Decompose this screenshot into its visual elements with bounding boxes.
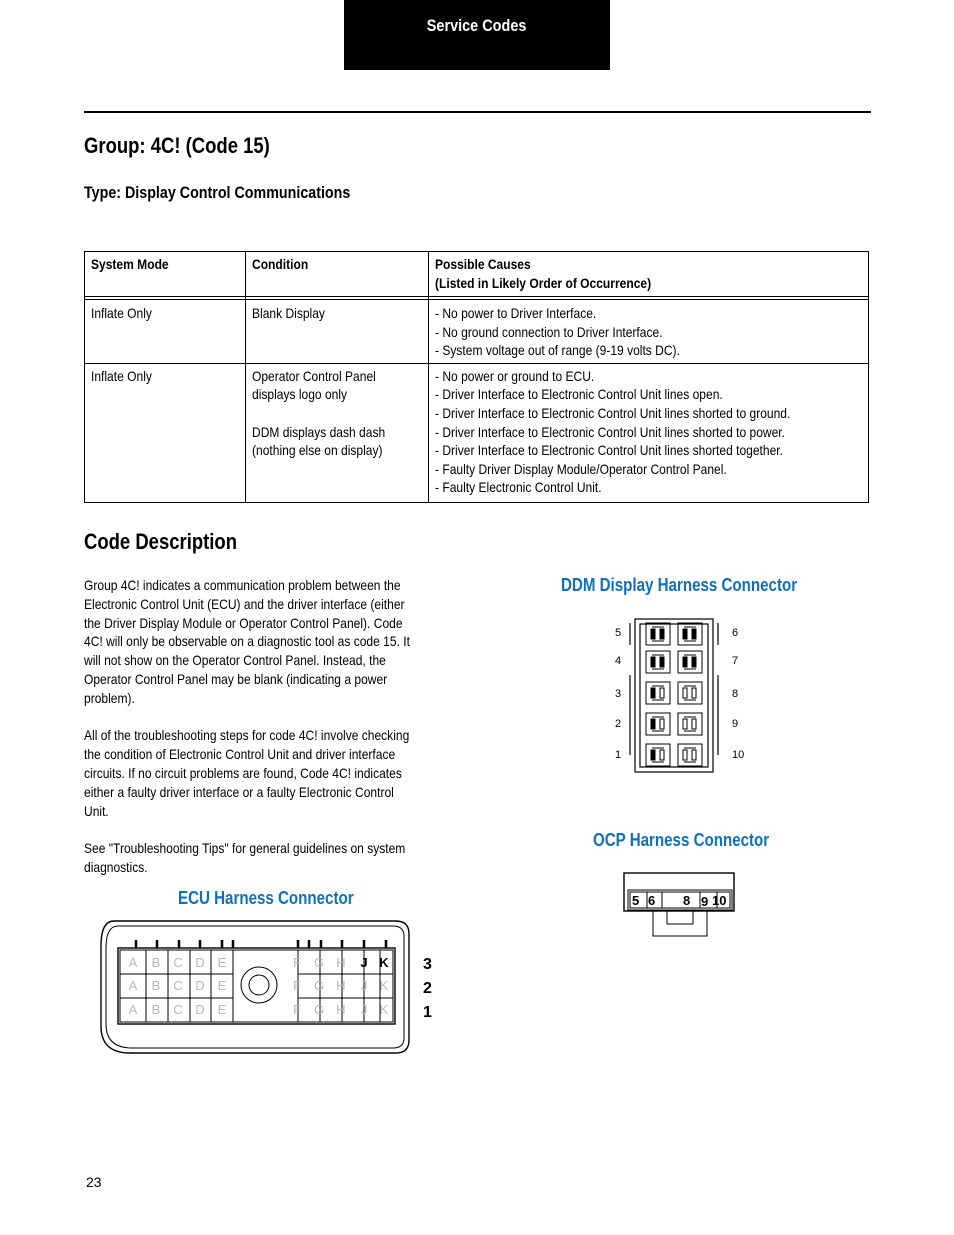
ddm-terminal-cavity — [678, 744, 702, 766]
group-heading: Group: 4C! (Code 15) — [84, 133, 270, 158]
ecu-cavity-letter: K — [379, 978, 389, 993]
ecu-cavity-letter: C — [173, 978, 183, 993]
ddm-pin-label: 8 — [732, 688, 739, 700]
ecu-cavity-letter: E — [217, 978, 227, 993]
ecu-cavity-letter: H — [336, 978, 346, 993]
page-number: 23 — [86, 1174, 102, 1190]
ecu-connector-title: ECU Harness Connector — [178, 888, 354, 908]
ecu-cavity-letter: D — [195, 955, 205, 970]
description-paragraph: Group 4C! indicates a communication problem between the Electronic Control Unit (ECU) and the driver interface (either the Driver Display Module or Operator Control Panel). Code 4C! will only be observable on a diagnostic tool as code 15. It will not show on the Operator Control Panel. Instead, the Operator Control Panel may be blank (indicating a power problem). — [84, 577, 410, 706]
cell-causes: - No power to Driver Interface. - No ground connection to Driver Interface. - System voltage out of range (9-19 volts DC). — [429, 300, 869, 364]
ecu-cavity-letter: F — [293, 1002, 301, 1017]
description-paragraph: All of the troubleshooting steps for code 4C! involve checking the condition of Electronic Control Unit and driver interface circuits. If no circuit problems are found, Code 4C! indicates either a faulty driver interface or a faulty Electronic Control Unit. — [84, 727, 410, 819]
ecu-cavity-letter: B — [151, 955, 161, 970]
table-header-row — [85, 252, 869, 297]
ecu-cavity-letter: F — [293, 955, 301, 970]
ddm-terminal-cavity — [646, 713, 670, 735]
ddm-connector-title: DDM Display Harness Connector — [561, 575, 798, 595]
ddm-pin-label: 3 — [615, 688, 622, 700]
ddm-terminal-cavity — [646, 744, 670, 766]
ddm-pin-label: 2 — [615, 718, 622, 730]
ddm-terminal-cavity — [646, 651, 670, 673]
ecu-cavity-letter: K — [379, 955, 389, 970]
ddm-connector-diagram — [600, 615, 760, 780]
ocp-connector-title: OCP Harness Connector — [593, 830, 770, 850]
header-system-mode: System Mode — [85, 252, 246, 297]
header-possible-causes: Possible Causes (Listed in Likely Order of Occurrence) — [429, 252, 869, 297]
cell-causes: - No power or ground to ECU. - Driver Interface to Electronic Control Unit lines open. - Driver Interface to Electronic Control Unit lines shorted to ground. - Driver Interface to Electronic Control Unit lines shorted to power. - Driver Interface to Electronic Control Unit lines shorted together. - Faulty Driver Display Module/Operator Control Panel. - Faulty Electronic Control Unit. — [429, 363, 869, 502]
code-description-body — [84, 576, 468, 896]
ddm-terminal-cavity — [646, 682, 670, 704]
header-condition: Condition — [246, 252, 429, 297]
header-rule — [84, 111, 871, 113]
table-row — [85, 300, 869, 364]
ecu-cavity-letter: B — [151, 978, 161, 993]
ecu-cavity-letter: F — [293, 978, 301, 993]
section-tab-label: Service Codes — [427, 16, 527, 35]
ecu-row-number: 1 — [423, 1004, 432, 1021]
ecu-cavity-letter: G — [313, 1002, 325, 1017]
table-row — [85, 363, 869, 502]
ddm-pin-label: 5 — [615, 627, 622, 639]
ddm-pin-label: 9 — [732, 718, 739, 730]
code-description-heading: Code Description — [84, 529, 237, 554]
ecu-cavity-letter: E — [217, 1002, 227, 1017]
ecu-cavity-letter: G — [313, 978, 325, 993]
ecu-cavity-letter: A — [128, 955, 138, 970]
ecu-cavity-letter: B — [151, 1002, 161, 1017]
ddm-terminal-cavity — [678, 713, 702, 735]
ecu-cavity-letter: D — [195, 1002, 205, 1017]
ecu-cavity-letter: D — [195, 978, 205, 993]
ddm-pin-label: 10 — [732, 749, 745, 761]
ocp-pin-label: 5 — [632, 893, 640, 908]
ecu-cavity-letter: A — [128, 1002, 138, 1017]
ddm-terminal-cavity — [678, 623, 702, 645]
ddm-terminal-cavity — [678, 682, 702, 704]
ecu-row-number: 3 — [423, 956, 432, 973]
ocp-connector-diagram — [615, 868, 745, 940]
ecu-cavity-letter: H — [336, 955, 346, 970]
cell-system-mode: Inflate Only — [85, 363, 246, 502]
cell-condition: Blank Display — [246, 300, 429, 364]
ddm-pin-label: 4 — [615, 655, 622, 667]
cell-condition: Operator Control Panel displays logo only DDM displays dash dash (nothing else on display) — [246, 363, 429, 502]
ocp-pin-label: 6 — [648, 893, 656, 908]
ddm-pin-label: 7 — [732, 655, 739, 667]
ecu-cavity-letter: J — [360, 1002, 368, 1017]
ocp-pin-label: 9 — [701, 894, 709, 909]
ecu-connector-diagram — [96, 916, 446, 1058]
cell-system-mode: Inflate Only — [85, 300, 246, 364]
ecu-row-number: 2 — [423, 980, 432, 997]
ddm-terminal-cavity — [678, 651, 702, 673]
ecu-cavity-letter: J — [360, 955, 368, 970]
ecu-cavity-letter: H — [336, 1002, 346, 1017]
section-tab — [344, 0, 610, 70]
description-paragraph: See "Troubleshooting Tips" for general guidelines on system diagnostics. — [84, 840, 406, 875]
ocp-pin-label: 8 — [683, 893, 691, 908]
ecu-cavity-letter: K — [379, 1002, 389, 1017]
ecu-cavity-letter: G — [313, 955, 325, 970]
ocp-pin-label: 10 — [712, 893, 727, 908]
type-heading: Type: Display Control Communications — [84, 183, 351, 202]
service-code-table — [84, 251, 869, 503]
ecu-cavity-letter: C — [173, 955, 183, 970]
ddm-terminal-cavity — [646, 623, 670, 645]
ddm-pin-label: 1 — [615, 749, 622, 761]
ecu-cavity-letter: E — [217, 955, 227, 970]
ddm-pin-label: 6 — [732, 627, 739, 639]
ecu-cavity-letter: A — [128, 978, 138, 993]
ecu-cavity-letter: C — [173, 1002, 183, 1017]
ecu-cavity-letter: J — [360, 978, 368, 993]
